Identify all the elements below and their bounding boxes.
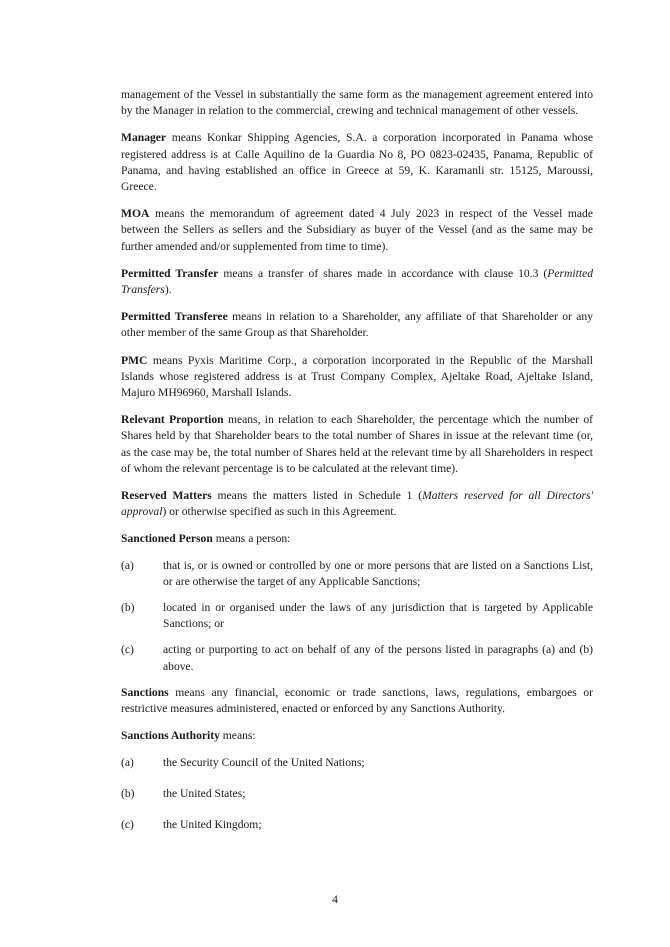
list-item-text: the United States; xyxy=(163,786,246,800)
term-sanctioned-person: Sanctioned Person xyxy=(121,532,213,546)
page-number: 4 xyxy=(332,893,338,906)
list-item-text: the Security Council of the United Nations; xyxy=(163,755,365,769)
definition-reserved-matters-text: means the matters listed in Schedule 1 ( xyxy=(211,489,423,503)
definition-sanctions xyxy=(121,685,593,717)
definition-sanctioned-person xyxy=(121,531,593,547)
definition-reserved-matters xyxy=(121,488,593,520)
definition-permitted-transfer-text: means a transfer of shares made in accordance with clause 10.3 ( xyxy=(218,266,548,280)
list-item-label: (c) xyxy=(121,643,134,657)
definition-sanctions-authority-text: means: xyxy=(219,729,256,743)
definition-permitted-transferee-text: means in relation to a Shareholder, any affiliate of that Shareholder or any other member of the same Group as that Shareholder. xyxy=(121,310,593,340)
definition-reserved-matters-tail: ) or otherwise specified as such in this Agreement. xyxy=(162,505,397,519)
definition-sanctioned-person-text: means a person: xyxy=(212,532,291,546)
definition-moa-text: means the memorandum of agreement dated 4 July 2023 in respect of the Vessel made between the Sellers as sellers and the Subsidiary as buyer of the Vessel (and as the same may be further amended and/or supplemented from time to time). xyxy=(121,207,593,253)
list-item xyxy=(121,786,593,802)
list-item-label: (c) xyxy=(121,817,134,831)
definitions-body xyxy=(121,87,593,848)
continued-paragraph: management of the Vessel in substantially the same form as the management agreement entered into by the Manager in relation to the commercial, crewing and technical management of other vessels. xyxy=(121,88,593,118)
term-permitted-transferee: Permitted Transferee xyxy=(121,310,228,324)
list-item-label: (a) xyxy=(121,755,134,769)
definition-permitted-transferee xyxy=(121,309,593,341)
list-item-label: (b) xyxy=(121,786,135,800)
term-sanctions: Sanctions xyxy=(121,685,169,699)
definition-relevant-proportion xyxy=(121,412,593,477)
definition-manager-text: means Konkar Shipping Agencies, S.A. a corporation incorporated in Panama whose registered address is at Calle Aquilino de la Guardia No 8, PO 0823-02435, Panama, Republic of Panama, and having established an office in Greece at 59, K. Karamanli str. 15125, Maroussi, Greece. xyxy=(121,131,593,194)
definition-moa xyxy=(121,206,593,255)
definition-manager xyxy=(121,130,593,195)
term-reserved-matters: Reserved Matters xyxy=(121,489,212,503)
list-item xyxy=(121,817,593,833)
cross-reference-schedule-1: Matters reserved for all Directors' approval xyxy=(121,489,593,519)
definition-sanctions-text: means any financial, economic or trade sanctions, laws, regulations, embargoes or restrictive measures administered, enacted or enforced by any Sanctions Authority. xyxy=(121,685,593,716)
list-item-text: acting or purporting to act on behalf of any of the persons listed in paragraphs (a) and (b) above. xyxy=(163,643,593,673)
definition-relevant-proportion-text: means, in relation to each Shareholder, the percentage which the number of Shares held by that Shareholder bears to the total number of Shares in issue at the relevant time (or, as the case may be, the total number of Shares held at the relevant time by all Shareholders in respect of whom the relevant percentage is to be calculated at the relevant time). xyxy=(121,413,593,475)
definition-permitted-transfer-tail: ). xyxy=(164,283,172,297)
term-relevant-proportion: Relevant Proportion xyxy=(121,413,224,427)
definition-pmc-text: means Pyxis Maritime Corp., a corporation incorporated in the Republic of the Marshall Islands whose registered address is at Trust Company Complex, Ajeltake Road, Ajeltake Island, Majuro MH96960, Marshall Islands. xyxy=(121,353,593,400)
list-item-label: (a) xyxy=(121,558,134,572)
definition-sanctions-authority xyxy=(121,728,593,744)
term-moa: MOA xyxy=(121,207,150,221)
cross-reference-permitted-transfers: Permitted Transfers xyxy=(121,266,594,297)
list-item-text: located in or organised under the laws of any jurisdiction that is targeted by Applicable Sanctions; or xyxy=(163,601,593,631)
list-item xyxy=(121,642,593,674)
list-item-label: (b) xyxy=(121,601,135,615)
list-item xyxy=(121,558,593,590)
term-pmc: PMC xyxy=(121,353,148,367)
definition-permitted-transfer xyxy=(121,266,593,298)
list-item-text: that is, or is owned or controlled by one or more persons that are listed on a Sanctions List, or are otherwise the target of any Applicable Sanctions; xyxy=(163,558,593,588)
list-item xyxy=(121,755,593,771)
definition-pmc xyxy=(121,353,593,402)
list-item xyxy=(121,600,593,632)
term-manager: Manager xyxy=(121,131,167,145)
term-permitted-transfer: Permitted Transfer xyxy=(121,266,219,280)
term-sanctions-authority: Sanctions Authority xyxy=(121,729,220,743)
list-item-text: the United Kingdom; xyxy=(163,817,262,831)
